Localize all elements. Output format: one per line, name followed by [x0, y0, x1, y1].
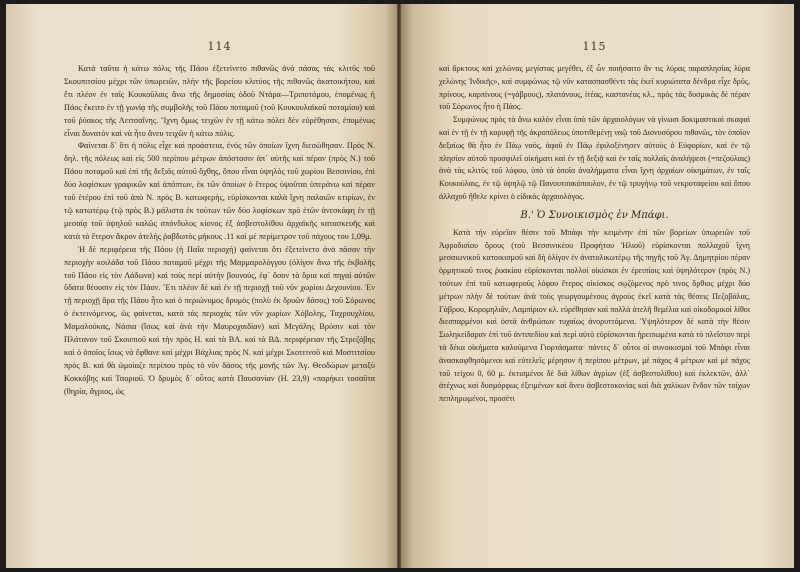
right-page: [401, 4, 794, 568]
paragraph: Φαίνεται δ᾽ ὅτι ἡ πόλις εἶχε καὶ προάστεια, ἐνός τῶν ὁποίων ἴχνη διεσώθησαν. Πρὸς Ν. δηλ. τῆς πόλεως καὶ εἰς 500 περίπου μέτρων ἀπόστασιν ἀπ᾽ αὐτῆς καὶ πέραν (πρὸς Ν.) τοῦ Πάου ποταμοῦ καὶ ἐπὶ τῆς δεξιᾶς αὐτοῦ ὄχθης, ὅπου εἶναι ὑψηλὸς τοῦ χωρίου Βεσσινίου, ἐπὶ δύο λοφίσκων γραφικῶν καὶ ἀπόπτων, ἐκ τῶν ὁποίων ὁ ἕτερος ὑψοῦται ὑπεράνω καὶ πέραν τοῦ ἑτέρου ἐπὶ τοῦ ἀπὸ Ν. πρὸς Β. κατωφερὴς, εὑρίσκονται καλὰ ἴχνη παλαιῶν κτιρίων, ἐν τῷ κατωτέρῳ (τῷ πρὸς Β.) μάλιστα ἐκ τούτων τῶν δύο λοφίσκων πρὸ ἐτῶν ἀνεσκάφη ἐν τῇ μεσαίᾳ τοῦ ὑψηλοῦ καλῶς σπόνδυλος κίονος ἐξ ἀσβεστολίθου ἀρχαϊκῆς κατασκευῆς καὶ κατὰ τὸ ἕτερον ἄκρον ἀτελὴς ῥαβδωτὸς μήκους .11 καὶ μὲ περίμετρον τοῦ πάχους του 1,09μ.: [64, 141, 375, 241]
page-number-right: 115: [582, 40, 607, 53]
book-spread: [6, 4, 794, 568]
left-page: [6, 4, 397, 568]
right-page-text: [439, 63, 750, 406]
section-heading: Β.' Ὁ Συνοικισμὸς ἐν Μπάφι.: [520, 209, 669, 221]
paragraph: καὶ ἄρκτους καὶ χελώνας μεγίστας μεγέθει, ἐξ ὧν ποιήσαιτο ἄν τις λύρας παραπλησίας λύρα χελώνης Ἰνδικῆς», καὶ συμφώνως τῷ νῦν κατασπασθέντι τὰς ἐκεῖ κυριώτατα δένδρα εἶχε δρῦς, πρίνους, καρπίνους (=γάβρους), πλατάνους, ἰτέας, καστανέας κλ., πρὸς τὰς δυσμικὰς δὲ πέραν τοῦ Σόρωνος ἦτο ἡ Πάος.: [439, 64, 750, 112]
paragraph: Ἡ δὲ περιφέρεια τῆς Πάου (ἡ Παΐα περιοχή) φαίνεται ὅτι ἐξετείνετο ἀνὰ πᾶσαν τὴν περιοχὴν κοιλάδα τοῦ Πάου ποταμοῦ μέχρι τῆς Μαρμαρολόγγου (ὀλίγον ἄνω τῆς ἐκβολῆς τοῦ Πάου εἰς τὸν Λάδωνα) καὶ τοὺς περὶ αὐτὴν βουνούς, ἐφ᾽ ὅσον τὰ ὅρια καὶ πηγαὶ αὐτῶν ὕδατα θέουσιν εἰς τὸν Πάον. Ἔτι πλέον δὲ καὶ ἐν τῇ περιοχῇ τοῦ νῦν χωρίου Δεχουνίου. Ἐν τῇ περιοχῇ ἄρα τῆς Πάου ἦτο καὶ ὁ περιώνυμος δρυμὸς (πολὺ ἐκ δρυῶν δάσος) τοῦ Σόρωνος ὁ ἐκτεινόμενος, ὡς φαίνεται, κατὰ τὰς περιοχὰς τῶν νῦν χωρίων Χόβολης, Ταχρουχλίου, Μαμαλούκας, Νάσια (ἴσως καὶ ἀνὰ τὴν Μαυροχαιδίαν) καὶ Μεγάλης Βρύσιν καὶ τὸν Πλάτανον τοῦ Σκουπιοῦ καὶ τὴν πρὸς Η. καὶ τὰ ΒΑ. καὶ τὰ ΒΔ. περιφέρειαν τῆς Στρεζόβης καὶ ὁ ὁποῖος ἴσως νὰ ἔφθανε καὶ μέχρι Βάχλιας πρὸς Ν. καὶ μέχρι Σκοτεινοῦ καὶ Μοστιτσίου πρὸς Β. καὶ θὰ ὡμοίαζε περίπου πρὸς τὸ νῦν δάσος τῆς μονῆς τῶν Ἁγ. Θεοδώρων μεταξὺ Κοκκόβης καὶ Ταοριοῦ. Ὁ δρυμὸς δ᾽ οὗτος κατὰ Παυσανίαν (Η. 23,9) «παρήκει τοσαῦτα (θηρία, ἄγριος, ὡς: [64, 244, 375, 396]
paragraph: Συμφώνως πρὸς τὰ ἄνω καλὸν εἶναι ὑπὸ τῶν ἀρχαιολόγων νὰ γίνωσι δοκιμαστικαὶ σκαφαὶ καὶ ἐν τῇ ἐν τῇ κορυφῇ τῆς ἀκροπόλεως ὑποτιθεμένῃ ναῷ τοῦ Διονυσόρου πιθανῶς, τὸν ὁποῖον δεξαίως θὰ ἦτο ἐν Πάῳ ναός, ἀφοῦ ἐν Πάῳ ἐφιλοξένησεν αὐτοὺς ὁ Εὐφορίων, καὶ ἐν τῷ πλησίον αὐτοῦ προσφιλεῖ οἰκήματι καὶ ἐν τῇ δεξιᾷ καὶ ἐν ταῖς πολλαῖς ἀναλήψεσι (=πεζούλαις) ἀνὰ τὰς κλιτῦς τοῦ λόφου, ὑπὸ τὰ ὁποῖα ἀναλήμματα εἶναι ἴχνη ἀρχαίων οἰκημάτων, ἐν ταῖς Κουκούλαις, ἐν τῷ ὑψηλῷ τῷ Πανουτσακόπουλον, ἐν τῷ τρυγήνῳ τοῦ νεκροταφείου καὶ ὅπου ἀλλαχοῦ ἤθελε κρίνει ὁ εἰδικὸς ἀρχαιολόγος.: [439, 115, 750, 201]
page-number-left: 114: [207, 40, 232, 53]
paragraph: Κατὰ τὴν εὐρεῖαν θέσιν τοῦ Μπάφι τὴν κειμένην ἐπὶ τῶν βορείων ὑπωρειῶν τοῦ Ἀφροδισίου ὄρους (τοῦ Βεσσινικέου Προφήτου Ἡλιοῦ) εὑρίσκονται πολλαχοῦ ἴχνη μεσαιωνικοῦ κατοικισμοῦ καὶ δὴ ὀλίγον ἐν ἀνατολικωτέρῳ τῆς πηγῆς τοῦ Ἁγ. Δημητρίου πέραν ὁρμητικοῦ τινος ῥυακίου εὑρίσκονται πολλοὶ οἰκίσκοι ἐν ἐρειπίοις καὶ ὑψηλότερον (πρὸς Ν.) τούτων ἐπὶ τοῦ κατωφεροῦς λόφου ἕτερος οἰκίσκος σῳζόμενος πρὸ τινος ὄρθιος μέχρι δύο μέτρων πλὴν δὲ τούτων ἀνὰ τοὺς γεωργουμένους ἀγροὺς ἐκεῖ κατὰ τὰς θέσεις Πεζοβάλας, Γάβρου, Κορομηλιᾶν, Λαμπίριον κλ. εὑρέθησαν καὶ πολλὰ ἀτελῆ θεμέλια καὶ οἰκοδομικοὶ λίθοι διεσπαρμένοι καὶ ὀστᾶ ἀνθρώπων τυχαίως ἀνορυττόμενα. Ὑψηλότερον δὲ κατὰ τὴν θέσιν Σωληκείδαραν ἐπὶ τοῦ ἀντιπεδίου καὶ περὶ αὐτὸ εὑρίσκονται ἡρειπωμένα κατὰ τὸ πλεῖστον περὶ τὰ δέκα οἰκήματα καλούμενα Γιορτάσματα· πάντες δ᾽ οὗτοι οἱ συνοικισμοὶ τοῦ Μπάφι εἶναι ἀνασκαφθησόμενοι καὶ εὐτελεῖς μέρησον ἡ περίπου μέτρων, μὲ πάχος 4 μέτρων καὶ μὲ πάχος τοῦ τείχου 0, 60 μ. ἐκτισμένοι δὲ διὰ λίθων ἀγρίων (ἐξ ἀσβεστολίθου) καὶ ἐκλεκτῶν, ἀλλ᾽ ἀτέχνως καὶ δυσμόρφως ἐξειμένων καὶ ἄνευ ἀσβεστοκονίας καὶ διὰ χαλίκων ἔνδον τῶν τοίχων πεπληρωμένοι, προσέτι: [439, 227, 750, 404]
paragraph: Κατά ταῦτα ἡ κάτω πόλις τῆς Πάου ἐξετείνετο πιθανῶς ἀνὰ πάσας τὰς κλιτῦς τοῦ Σκουπιτσίου μέχρι τῶν ὑπωρειῶν, πλὴν τῆς βορείου κλιτύος τῆς πιθανῶς ἀκατοικήτου, καὶ ἔτι πλέον ἐν ταῖς Κουκοῦλαις ἄνω τῆς δημοσίας ὁδοῦ Ντάρα—Τριποτάμου, ἐπομένως ἡ Πάος ἔκειτο ἐν τῇ γωνίᾳ τῆς συμβολῆς τοῦ Πάου ποταμοῦ (τοῦ Κουκουλαϊκοῦ ποταμίου) καὶ τοῦ ῥύακος τῆς Λειτσαΐνης. Ἴχνη ὅμως τειχῶν ἐν τῇ κάτω πόλει δὲν εὑρέθησαν, ἐπομένως εἶναι δυνατὸν καὶ νὰ ἦτο ἄνευ τειχῶν ἡ κάτω πόλις.: [64, 64, 375, 138]
left-page-text: [64, 63, 375, 399]
